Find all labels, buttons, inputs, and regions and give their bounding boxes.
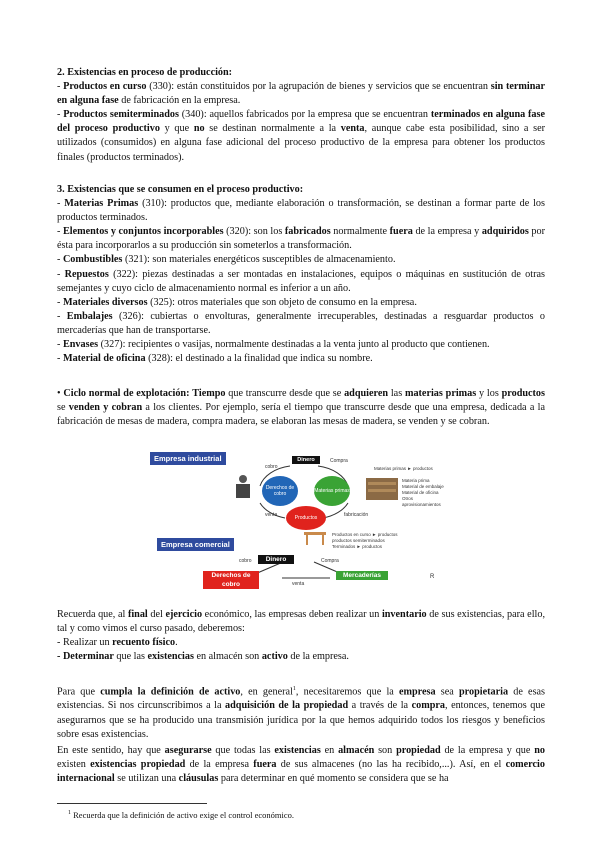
footnote-divider bbox=[57, 803, 207, 804]
purchase-label-commercial: Compra bbox=[321, 558, 339, 564]
purchase-label: Compra bbox=[330, 458, 348, 464]
sale-label: venta bbox=[265, 512, 278, 518]
collection-label: cobro bbox=[265, 464, 278, 470]
section-title: 3. Existencias que se consumen en el proceso productivo: bbox=[57, 184, 304, 195]
list-item: - Combustibles (321): son materiales energéticos susceptibles de almacenamiento. bbox=[57, 254, 396, 266]
list-item: - Productos semiterminados (340): aquellos fabricados por la empresa que se encuentran terminados en alguna fase del proceso productivo y que no se destinan normalmente a la venta, aunque cabe esta posibilidad, sino a ser utilizados (consumidos) en alguna fase adicional del proceso productivo de la empresa para obtener los productos finales (productos terminados). bbox=[57, 109, 545, 163]
page-mark: R bbox=[430, 574, 435, 580]
raw-materials-note-title: Materias primas ► productos bbox=[374, 466, 433, 471]
ownership-paragraph: En este sentido, hay que asegurarse que todas las existencias en almacén son propiedad de la empresa y que no existen existencias propiedad de la empresa fuera de sus almacenes (no las ha recibido,...). Así, en el comercio internacional se utilizan una cláusulas para determinar en qué momento se considera que se ha bbox=[57, 745, 545, 785]
operating-cycle-paragraph: • Ciclo normal de explotación: Tiempo que transcurre desde que se adquieren las materias primas y los productos se venden y cobran a los clientes. Por ejemplo, sería el tiempo que transcurre desde que una empresa, dedicada a la fabricación de mesas de madera, compra madera, se elaboran las mesas de madera, se venden y se cobran. bbox=[57, 388, 545, 428]
section-consumed-stock bbox=[57, 183, 545, 366]
reminder-paragraph: Recuerda que, al final del ejercicio económico, las empresas deben realizar un inventario de sus existencias, para ello, tal y como vimos el curso pasado, deberemos: - Realizar un recuento físico. - Determinar que las existencias en almacén son activo de la empresa. bbox=[57, 608, 545, 664]
list-item: - Materias Primas (310): productos que, mediante elaboración o transformación, se destinan a formar parte de los productos terminados. bbox=[57, 198, 545, 224]
manufacturing-label: fabricación bbox=[344, 512, 369, 518]
receivables-box: Derechos de cobro bbox=[203, 571, 259, 589]
merchandise-box: Mercaderías bbox=[336, 571, 388, 580]
list-item: - Material de oficina (328): el destinado a la finalidad que indica su nombre. bbox=[57, 353, 373, 365]
receivables-circle: Derechos de cobro bbox=[262, 476, 298, 506]
list-item: - Embalajes (326): cubiertas o envolturas, generalmente irrecuperables, destinadas a resguardar productos o mercaderías que han de transportarse. bbox=[57, 310, 545, 336]
products-note: Productos en curso ► productos productos semiterminados Terminados ► productos bbox=[332, 532, 398, 549]
asset-definition-paragraph: Para que cumpla la definición de activo, en general$^1$, necesitaremos que la empresa sea propietaria de esas existencias. Si nos circunscribimos a la adquisición de la propiedad a través de la compra, entonces, tenemos que asegurarnos que se ha producido una transmisión jurídica por la que hemos adquirido todos los riesgos y beneficios sobre esas existencias. bbox=[57, 686, 546, 740]
list-item: - Materiales diversos (325): otros materiales que son objeto de consumo en la empresa. bbox=[57, 296, 417, 308]
list-item: - Envases (327): recipientes o vasijas, normalmente destinadas a la venta junto al producto que contienen. bbox=[57, 339, 490, 351]
sale-label-commercial: venta bbox=[292, 581, 305, 587]
money-box: Dinero bbox=[258, 555, 294, 564]
list-item: - Determinar que las existencias en almacén son activo de la empresa. bbox=[57, 651, 349, 663]
operating-cycle-diagram bbox=[148, 448, 448, 596]
products-circle: Productos bbox=[286, 506, 326, 530]
list-item: - Elementos y conjuntos incorporables (320): son los fabricados normalmente fuera de la empresa y adquiridos por ésta para incorporarlos a su producción sin someterlos a transformación. bbox=[57, 226, 545, 252]
money-node: Dinero bbox=[292, 456, 320, 464]
list-item: - Repuestos (322): piezas destinadas a ser montadas en instalaciones, equipos o máquinas en sustitución de otras semejantes y cuyo ciclo de almacenamiento normal es inferior a un año. bbox=[57, 268, 545, 294]
section-title: 2. Existencias en proceso de producción: bbox=[57, 67, 233, 78]
list-item: - Productos en curso (330): están constituidos por la agrupación de bienes y servicios que se encuentran sin terminar en alguna fase de fabricación en la empresa. bbox=[57, 81, 545, 107]
collection-label-commercial: cobro bbox=[239, 558, 252, 564]
raw-materials-circle: Materias primas bbox=[314, 476, 350, 506]
commercial-company-label: Empresa comercial bbox=[157, 538, 234, 551]
raw-materials-note: Materia prima Material de embalaje Material de oficina Otros aprovisionamientos bbox=[402, 478, 444, 507]
industrial-company-label: Empresa industrial bbox=[150, 452, 226, 465]
list-item: - Realizar un recuento físico. bbox=[57, 637, 178, 649]
section-production-in-process bbox=[57, 66, 545, 165]
footnote: $^1$ Recuerda que la definición de activo exige el control económico. bbox=[68, 809, 295, 820]
